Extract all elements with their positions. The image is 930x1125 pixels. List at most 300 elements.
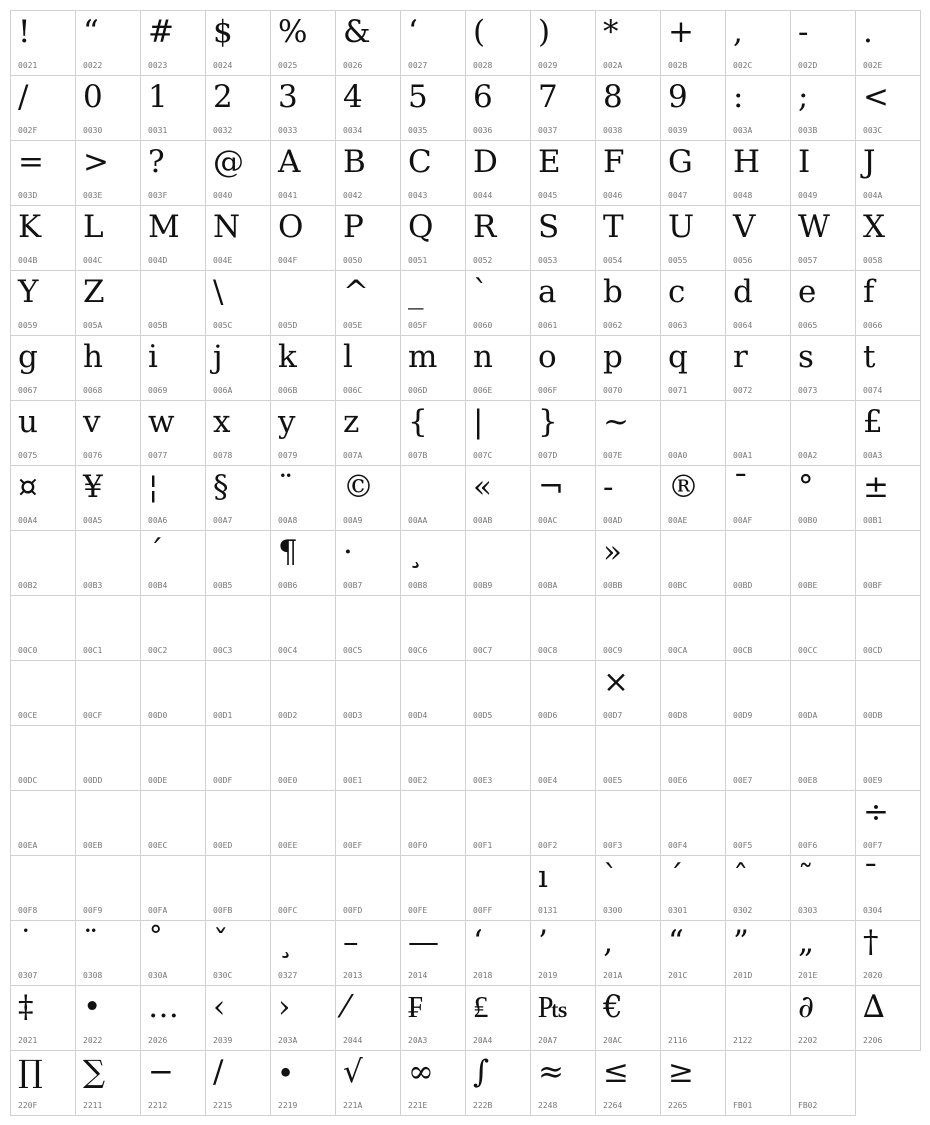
glyph-cell[interactable]	[855, 335, 921, 401]
glyph-cell[interactable]	[790, 465, 856, 531]
glyph-cell[interactable]	[790, 920, 856, 986]
glyph-cell[interactable]	[465, 725, 531, 791]
glyph-cell[interactable]	[205, 595, 271, 661]
glyph-codepoint: 006F	[538, 386, 558, 395]
glyph-codepoint: 00D6	[538, 711, 558, 720]
glyph-codepoint: 00C5	[343, 646, 363, 655]
glyph-codepoint: 00C1	[83, 646, 103, 655]
glyph-cell[interactable]	[660, 465, 726, 531]
glyph-char: ∆	[863, 989, 885, 1025]
glyph-cell[interactable]	[530, 465, 596, 531]
glyph-cell[interactable]	[140, 595, 206, 661]
glyph-cell[interactable]	[790, 595, 856, 661]
glyph-cell[interactable]	[855, 985, 921, 1051]
glyph-codepoint: 00CD	[863, 646, 883, 655]
glyph-cell[interactable]	[400, 790, 466, 856]
glyph-cell[interactable]	[400, 335, 466, 401]
glyph-char: %	[278, 14, 308, 50]
glyph-cell[interactable]	[855, 725, 921, 791]
glyph-codepoint: 00FA	[148, 906, 168, 915]
glyph-cell[interactable]	[205, 400, 271, 466]
glyph-cell[interactable]	[660, 140, 726, 206]
glyph-codepoint: 00CF	[83, 711, 103, 720]
glyph-cell[interactable]	[10, 270, 76, 336]
glyph-cell[interactable]	[205, 920, 271, 986]
glyph-codepoint: 0065	[798, 321, 818, 330]
glyph-cell[interactable]	[855, 140, 921, 206]
glyph-cell[interactable]	[10, 1050, 76, 1116]
glyph-cell[interactable]	[270, 335, 336, 401]
glyph-cell[interactable]	[855, 660, 921, 726]
glyph-cell[interactable]	[465, 920, 531, 986]
glyph-cell[interactable]	[725, 10, 791, 76]
glyph-cell[interactable]	[530, 205, 596, 271]
glyph-cell[interactable]	[790, 725, 856, 791]
glyph-cell[interactable]	[140, 855, 206, 921]
glyph-cell[interactable]	[855, 270, 921, 336]
glyph-cell[interactable]	[140, 790, 206, 856]
glyph-cell[interactable]	[400, 595, 466, 661]
glyph-cell[interactable]	[530, 140, 596, 206]
glyph-cell[interactable]	[465, 595, 531, 661]
glyph-cell[interactable]	[725, 920, 791, 986]
glyph-cell[interactable]	[725, 400, 791, 466]
glyph-cell[interactable]	[660, 10, 726, 76]
glyph-cell[interactable]	[790, 335, 856, 401]
glyph-codepoint: 00E2	[408, 776, 428, 785]
glyph-cell[interactable]	[75, 270, 141, 336]
glyph-cell[interactable]	[270, 10, 336, 76]
glyph-cell[interactable]	[335, 855, 401, 921]
glyph-codepoint: 0046	[603, 191, 623, 200]
glyph-cell[interactable]	[660, 400, 726, 466]
glyph-cell[interactable]	[140, 660, 206, 726]
glyph-cell[interactable]	[75, 335, 141, 401]
glyph-cell[interactable]	[790, 140, 856, 206]
glyph-cell[interactable]	[465, 985, 531, 1051]
glyph-cell[interactable]	[140, 465, 206, 531]
glyph-cell[interactable]	[140, 985, 206, 1051]
glyph-cell[interactable]	[75, 75, 141, 141]
glyph-cell[interactable]	[400, 270, 466, 336]
glyph-cell[interactable]	[10, 205, 76, 271]
glyph-cell[interactable]	[270, 985, 336, 1051]
glyph-cell[interactable]	[270, 725, 336, 791]
glyph-cell[interactable]	[10, 725, 76, 791]
glyph-cell[interactable]	[10, 140, 76, 206]
glyph-cell[interactable]	[465, 790, 531, 856]
glyph-char: »	[603, 534, 622, 570]
glyph-cell[interactable]	[10, 595, 76, 661]
glyph-cell[interactable]	[270, 920, 336, 986]
glyph-cell[interactable]	[270, 1050, 336, 1116]
glyph-cell[interactable]	[725, 530, 791, 596]
glyph-cell[interactable]	[530, 270, 596, 336]
glyph-cell[interactable]	[530, 10, 596, 76]
glyph-cell[interactable]	[205, 530, 271, 596]
glyph-cell[interactable]	[140, 205, 206, 271]
glyph-cell[interactable]	[595, 335, 661, 401]
glyph-codepoint: 0062	[603, 321, 623, 330]
glyph-codepoint: 00D3	[343, 711, 363, 720]
glyph-codepoint: 00F1	[473, 841, 493, 850]
glyph-cell[interactable]	[595, 725, 661, 791]
glyph-cell[interactable]	[75, 465, 141, 531]
glyph-cell[interactable]	[725, 270, 791, 336]
glyph-cell[interactable]	[75, 400, 141, 466]
glyph-cell[interactable]	[400, 1050, 466, 1116]
glyph-cell[interactable]	[465, 1050, 531, 1116]
glyph-cell[interactable]	[530, 75, 596, 141]
glyph-codepoint: 007E	[603, 451, 623, 460]
glyph-cell[interactable]	[140, 335, 206, 401]
glyph-cell[interactable]	[400, 920, 466, 986]
glyph-cell[interactable]	[75, 725, 141, 791]
glyph-cell[interactable]	[10, 660, 76, 726]
glyph-cell[interactable]	[75, 985, 141, 1051]
glyph-char: o	[538, 339, 557, 375]
glyph-codepoint: 00F9	[83, 906, 103, 915]
glyph-cell[interactable]	[75, 10, 141, 76]
glyph-cell[interactable]	[205, 205, 271, 271]
glyph-cell[interactable]	[335, 400, 401, 466]
glyph-cell[interactable]	[855, 400, 921, 466]
glyph-cell[interactable]	[595, 985, 661, 1051]
glyph-cell[interactable]	[595, 205, 661, 271]
glyph-cell[interactable]	[595, 855, 661, 921]
glyph-cell[interactable]	[270, 140, 336, 206]
glyph-cell[interactable]	[205, 10, 271, 76]
glyph-cell[interactable]	[270, 530, 336, 596]
glyph-cell[interactable]	[595, 270, 661, 336]
glyph-cell[interactable]	[465, 660, 531, 726]
glyph-cell[interactable]	[790, 790, 856, 856]
glyph-cell[interactable]	[530, 1050, 596, 1116]
glyph-codepoint: 00A8	[278, 516, 298, 525]
glyph-cell[interactable]	[335, 270, 401, 336]
glyph-cell[interactable]	[660, 205, 726, 271]
glyph-cell[interactable]	[855, 10, 921, 76]
glyph-cell[interactable]	[400, 465, 466, 531]
glyph-cell[interactable]	[335, 335, 401, 401]
glyph-cell[interactable]	[530, 335, 596, 401]
glyph-cell[interactable]	[140, 920, 206, 986]
glyph-codepoint: 005F	[408, 321, 428, 330]
glyph-cell[interactable]	[400, 10, 466, 76]
glyph-cell[interactable]	[660, 790, 726, 856]
glyph-cell[interactable]	[10, 10, 76, 76]
glyph-cell[interactable]	[595, 400, 661, 466]
glyph-cell[interactable]	[335, 1050, 401, 1116]
glyph-char: ~	[603, 404, 629, 440]
glyph-cell[interactable]	[335, 790, 401, 856]
glyph-cell[interactable]	[660, 855, 726, 921]
glyph-cell[interactable]	[400, 205, 466, 271]
glyph-char: n	[473, 339, 493, 375]
glyph-cell[interactable]	[75, 920, 141, 986]
glyph-cell[interactable]	[465, 75, 531, 141]
glyph-cell[interactable]	[790, 660, 856, 726]
glyph-cell[interactable]	[790, 855, 856, 921]
glyph-char: _	[408, 274, 424, 310]
glyph-cell[interactable]	[595, 10, 661, 76]
glyph-cell[interactable]	[725, 140, 791, 206]
glyph-cell[interactable]	[400, 75, 466, 141]
glyph-cell[interactable]	[855, 790, 921, 856]
glyph-cell[interactable]	[140, 75, 206, 141]
glyph-cell[interactable]	[855, 595, 921, 661]
glyph-cell[interactable]	[530, 725, 596, 791]
glyph-cell[interactable]	[530, 400, 596, 466]
glyph-char: d	[733, 274, 753, 310]
glyph-cell[interactable]	[530, 790, 596, 856]
glyph-cell[interactable]	[205, 335, 271, 401]
glyph-cell[interactable]	[10, 75, 76, 141]
glyph-cell[interactable]	[205, 660, 271, 726]
glyph-cell[interactable]	[400, 725, 466, 791]
glyph-cell[interactable]	[400, 530, 466, 596]
glyph-cell[interactable]	[10, 855, 76, 921]
glyph-cell[interactable]	[270, 855, 336, 921]
glyph-cell[interactable]	[660, 530, 726, 596]
glyph-cell[interactable]	[335, 985, 401, 1051]
glyph-cell[interactable]	[75, 530, 141, 596]
glyph-codepoint: 00F2	[538, 841, 558, 850]
glyph-cell[interactable]	[790, 1050, 856, 1116]
glyph-cell[interactable]	[335, 75, 401, 141]
glyph-codepoint: 00D7	[603, 711, 623, 720]
glyph-cell[interactable]	[205, 725, 271, 791]
glyph-cell[interactable]	[270, 75, 336, 141]
glyph-cell[interactable]	[725, 660, 791, 726]
glyph-cell[interactable]	[725, 75, 791, 141]
glyph-cell[interactable]	[465, 855, 531, 921]
glyph-codepoint: 0050	[343, 256, 363, 265]
glyph-char: ‘	[408, 14, 418, 50]
glyph-cell[interactable]	[855, 920, 921, 986]
glyph-cell[interactable]	[205, 465, 271, 531]
glyph-cell[interactable]	[465, 400, 531, 466]
glyph-cell[interactable]	[790, 530, 856, 596]
glyph-char: §	[213, 469, 229, 505]
glyph-codepoint: 00B3	[83, 581, 103, 590]
glyph-char: E	[538, 144, 561, 180]
glyph-codepoint: 00C9	[603, 646, 623, 655]
glyph-cell[interactable]	[10, 920, 76, 986]
glyph-cell[interactable]	[205, 985, 271, 1051]
glyph-cell[interactable]	[725, 595, 791, 661]
glyph-cell[interactable]	[725, 465, 791, 531]
glyph-codepoint: 007A	[343, 451, 363, 460]
glyph-cell[interactable]	[465, 465, 531, 531]
glyph-cell[interactable]	[335, 595, 401, 661]
glyph-codepoint: 0077	[148, 451, 168, 460]
glyph-cell[interactable]	[400, 140, 466, 206]
glyph-cell[interactable]	[335, 660, 401, 726]
glyph-cell[interactable]	[595, 1050, 661, 1116]
glyph-codepoint: 0302	[733, 906, 753, 915]
glyph-cell[interactable]	[660, 335, 726, 401]
glyph-cell[interactable]	[75, 1050, 141, 1116]
glyph-char: >	[83, 144, 109, 180]
glyph-cell[interactable]	[140, 140, 206, 206]
glyph-cell[interactable]	[595, 660, 661, 726]
glyph-cell[interactable]	[75, 790, 141, 856]
glyph-cell[interactable]	[530, 660, 596, 726]
glyph-cell[interactable]	[140, 270, 206, 336]
glyph-cell[interactable]	[790, 985, 856, 1051]
glyph-cell[interactable]	[10, 530, 76, 596]
glyph-cell[interactable]	[595, 595, 661, 661]
glyph-cell[interactable]	[530, 530, 596, 596]
glyph-cell[interactable]	[75, 140, 141, 206]
glyph-cell[interactable]	[270, 660, 336, 726]
glyph-cell[interactable]	[205, 140, 271, 206]
glyph-cell[interactable]	[725, 725, 791, 791]
glyph-cell[interactable]	[725, 205, 791, 271]
glyph-cell[interactable]	[335, 465, 401, 531]
glyph-cell[interactable]	[790, 270, 856, 336]
glyph-cell[interactable]	[595, 920, 661, 986]
glyph-codepoint: 0052	[473, 256, 493, 265]
glyph-cell[interactable]	[790, 400, 856, 466]
glyph-char: $	[213, 14, 233, 50]
glyph-cell[interactable]	[790, 10, 856, 76]
glyph-cell[interactable]	[530, 920, 596, 986]
glyph-cell[interactable]	[400, 660, 466, 726]
glyph-codepoint: 0025	[278, 61, 298, 70]
glyph-cell[interactable]	[335, 10, 401, 76]
glyph-cell[interactable]	[400, 985, 466, 1051]
glyph-codepoint: 00F3	[603, 841, 623, 850]
glyph-char: 8	[603, 79, 623, 115]
glyph-codepoint: 20A7	[538, 1036, 558, 1045]
glyph-cell[interactable]	[660, 985, 726, 1051]
glyph-cell[interactable]	[335, 725, 401, 791]
glyph-cell[interactable]	[400, 400, 466, 466]
glyph-cell[interactable]	[335, 205, 401, 271]
glyph-cell[interactable]	[595, 465, 661, 531]
glyph-cell[interactable]	[855, 205, 921, 271]
glyph-codepoint: 002B	[668, 61, 688, 70]
glyph-cell[interactable]	[335, 530, 401, 596]
glyph-cell[interactable]	[660, 920, 726, 986]
glyph-cell[interactable]	[855, 855, 921, 921]
glyph-char: q	[668, 339, 688, 375]
glyph-char: J	[863, 144, 876, 180]
glyph-cell[interactable]	[140, 10, 206, 76]
glyph-cell[interactable]	[595, 75, 661, 141]
glyph-cell[interactable]	[140, 1050, 206, 1116]
glyph-cell[interactable]	[270, 205, 336, 271]
glyph-char: ±	[863, 469, 889, 505]
glyph-cell[interactable]	[205, 790, 271, 856]
glyph-cell[interactable]	[10, 465, 76, 531]
glyph-cell[interactable]	[140, 530, 206, 596]
glyph-char: „	[798, 924, 815, 960]
glyph-codepoint: 2116	[668, 1036, 688, 1045]
glyph-codepoint: 003C	[863, 126, 883, 135]
glyph-cell[interactable]	[10, 400, 76, 466]
glyph-cell[interactable]	[595, 530, 661, 596]
glyph-cell[interactable]	[465, 530, 531, 596]
glyph-codepoint: 00E0	[278, 776, 298, 785]
glyph-cell[interactable]	[725, 790, 791, 856]
glyph-cell[interactable]	[270, 465, 336, 531]
glyph-cell[interactable]	[75, 205, 141, 271]
glyph-cell[interactable]	[270, 270, 336, 336]
glyph-codepoint: 0034	[343, 126, 363, 135]
glyph-cell[interactable]	[530, 985, 596, 1051]
glyph-cell[interactable]	[530, 595, 596, 661]
glyph-cell[interactable]	[270, 400, 336, 466]
glyph-cell[interactable]	[790, 75, 856, 141]
glyph-cell[interactable]	[725, 1050, 791, 1116]
glyph-cell[interactable]	[855, 530, 921, 596]
glyph-cell[interactable]	[335, 140, 401, 206]
glyph-cell[interactable]	[205, 1050, 271, 1116]
glyph-cell[interactable]	[270, 595, 336, 661]
glyph-codepoint: 00DE	[148, 776, 168, 785]
glyph-cell[interactable]	[790, 205, 856, 271]
glyph-char: v	[83, 404, 101, 440]
glyph-cell[interactable]	[10, 790, 76, 856]
glyph-cell[interactable]	[660, 75, 726, 141]
glyph-cell[interactable]	[530, 855, 596, 921]
glyph-cell[interactable]	[660, 270, 726, 336]
glyph-cell[interactable]	[10, 985, 76, 1051]
glyph-cell[interactable]	[205, 270, 271, 336]
glyph-cell[interactable]	[205, 855, 271, 921]
glyph-codepoint: 0074	[863, 386, 883, 395]
glyph-codepoint: 20A3	[408, 1036, 428, 1045]
glyph-cell[interactable]	[660, 595, 726, 661]
glyph-cell[interactable]	[10, 335, 76, 401]
glyph-codepoint: 00BD	[733, 581, 753, 590]
glyph-cell[interactable]	[465, 335, 531, 401]
glyph-cell[interactable]	[595, 140, 661, 206]
glyph-cell[interactable]	[75, 660, 141, 726]
glyph-cell[interactable]	[660, 660, 726, 726]
glyph-cell[interactable]	[465, 205, 531, 271]
glyph-cell[interactable]	[335, 920, 401, 986]
glyph-codepoint: 0044	[473, 191, 493, 200]
glyph-cell[interactable]	[400, 855, 466, 921]
glyph-cell[interactable]	[465, 140, 531, 206]
glyph-cell[interactable]	[205, 75, 271, 141]
glyph-codepoint: 00B6	[278, 581, 298, 590]
glyph-codepoint: 00EA	[18, 841, 38, 850]
glyph-cell[interactable]	[725, 335, 791, 401]
glyph-cell[interactable]	[270, 790, 336, 856]
glyph-codepoint: 2014	[408, 971, 428, 980]
glyph-cell[interactable]	[140, 725, 206, 791]
glyph-cell[interactable]	[595, 790, 661, 856]
glyph-cell[interactable]	[855, 465, 921, 531]
glyph-cell[interactable]	[75, 855, 141, 921]
glyph-codepoint: 221A	[343, 1101, 363, 1110]
glyph-cell[interactable]	[855, 75, 921, 141]
glyph-cell[interactable]	[725, 855, 791, 921]
glyph-cell[interactable]	[660, 1050, 726, 1116]
glyph-cell[interactable]	[660, 725, 726, 791]
glyph-cell[interactable]	[75, 595, 141, 661]
glyph-cell[interactable]	[465, 10, 531, 76]
glyph-cell[interactable]	[725, 985, 791, 1051]
glyph-cell[interactable]	[465, 270, 531, 336]
glyph-cell[interactable]	[140, 400, 206, 466]
glyph-codepoint: 0075	[18, 451, 38, 460]
